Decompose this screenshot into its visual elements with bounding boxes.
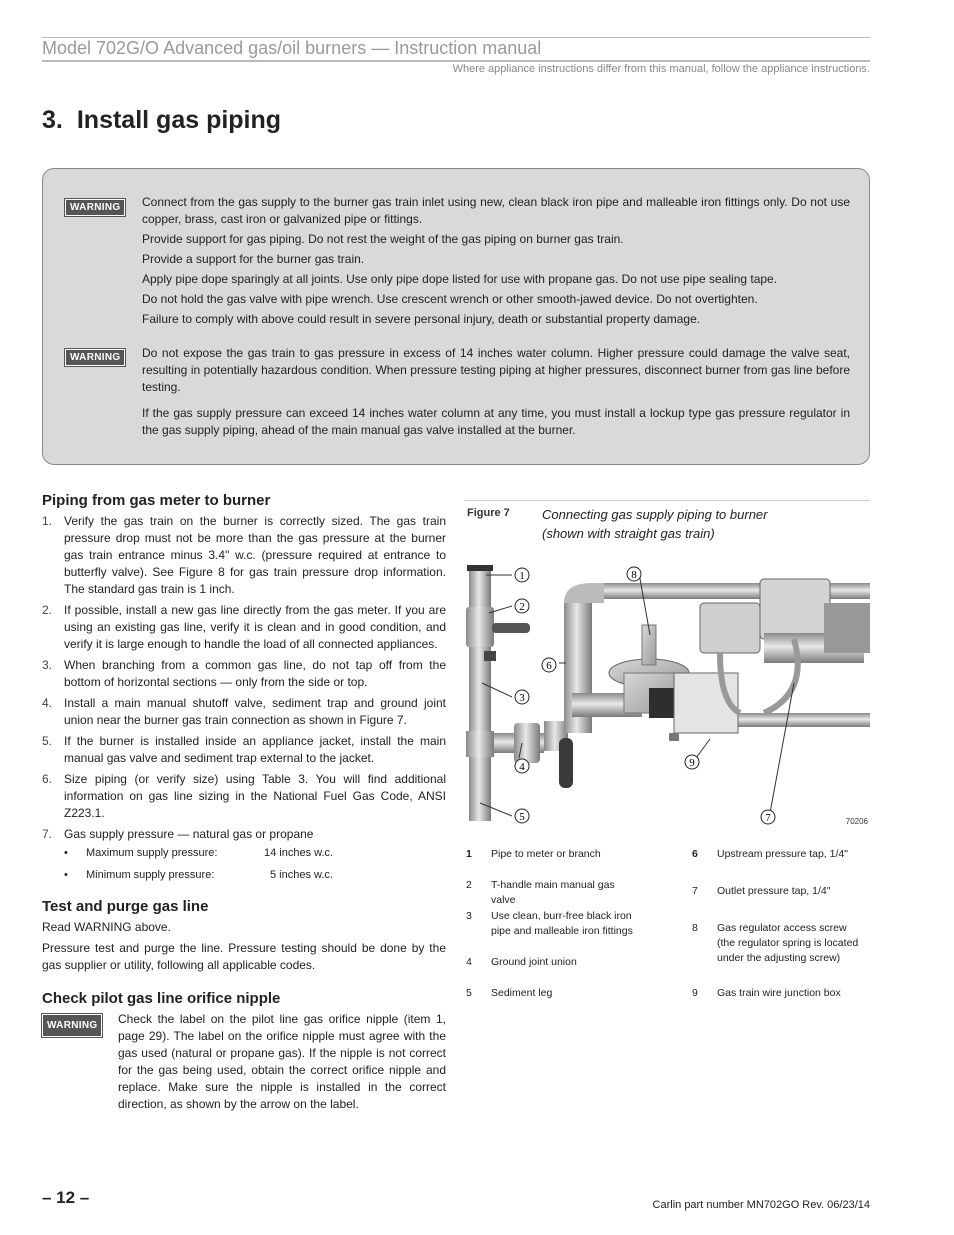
- warning-paragraph: If the gas supply pressure can exceed 14 inches water column at any time, you must install a lockup type gas pressure regulator in the gas supply piping, ahead of the main manual gas valve installed at the burner.: [142, 406, 850, 437]
- warning-paragraph: Failure to comply with above could result in severe personal injury, death or substantial property damage.: [142, 312, 701, 326]
- pilot-block: [42, 1011, 446, 1113]
- pressure-item: • Minimum supply pressure: 5 inches w.c.: [64, 867, 446, 884]
- svg-text:1: 1: [519, 570, 525, 582]
- section-title-text: Install gas piping: [76, 106, 282, 134]
- piping-heading: Piping from gas meter to burner: [42, 492, 271, 509]
- callout-3: [515, 690, 529, 704]
- callout-6: [542, 658, 556, 672]
- gas-valve-1: [700, 603, 760, 653]
- ground-joint-union: [514, 723, 540, 763]
- callout-9: [685, 755, 699, 769]
- svg-text:8: 8: [631, 569, 637, 581]
- section-number: 3.: [42, 106, 63, 134]
- gas-piping-illustration: [464, 563, 870, 829]
- warning-paragraph: Do not hold the gas valve with pipe wrench. Use crescent wrench or other smooth-jawed device. Do not overtighten.: [142, 292, 758, 306]
- callout-4: [515, 759, 529, 773]
- list-item: 3. When branching from a common gas line, do not tap off from the bottom of horizontal sections — only from the side or top.: [42, 658, 446, 689]
- figure-rule: [464, 500, 870, 501]
- warning-paragraph: Do not expose the gas train to gas pressure in excess of 14 inches water column. Higher pressure could damage the valve seat, resulting in potentially hazardous condition. When pressure testing piping at higher pressures, disconnect burner from gas line before testing.: [142, 346, 850, 394]
- figure-caption-line: Connecting gas supply piping to burner: [542, 507, 768, 522]
- figure-caption-line: (shown with straight gas train): [542, 526, 715, 541]
- list-item: 5. If the burner is installed inside an appliance jacket, install the main manual gas valve and sediment trap external to the jacket.: [42, 734, 446, 765]
- lower-pipe: [724, 713, 870, 727]
- warning-block-1: [142, 194, 850, 331]
- warning-paragraph: Connect from the gas supply to the burner gas train inlet using new, clean black iron pipe and malleable iron fittings only. Do not use copper, brass, cast iron or galvanized pipe or fittings.: [142, 195, 850, 226]
- list-item: 2. If possible, install a new gas line directly from the gas meter. If you are using an existing gas line, verify it is clean and in good condition, and verify it is large enough to handle the load of all connected appliances.: [42, 603, 446, 651]
- warning-paragraph: Provide a support for the burner gas train.: [142, 252, 365, 266]
- callout-5: [515, 809, 529, 823]
- svg-text:2: 2: [519, 601, 525, 613]
- pipe-cap: [467, 565, 493, 571]
- left-column: [42, 492, 446, 1117]
- header-rule-bottom: [42, 60, 870, 62]
- header-subtitle: Where appliance instructions differ from this manual, follow the appliance instructions.: [452, 63, 870, 75]
- list-item: 1. Verify the gas train on the burner is correctly sized. The gas train pressure drop must not be more than the gas pressure at the burner gas train entrance minus 3.4" w.c. (pressure required at entrance to butterfly valve). See Figure 8 for gas train pressure drop information. The standard gas train is 1 inch.: [42, 514, 446, 596]
- warning-badge: WARNING: [65, 349, 125, 366]
- piping-steps: [42, 513, 446, 884]
- figure-caption: [542, 505, 842, 543]
- warning-badge: WARNING: [65, 199, 125, 216]
- list-item: 6. Size piping (or verify size) using Table 3. You will find additional information on gas line sizing in the National Fuel Gas Code, ANSI Z223.1.: [42, 772, 446, 820]
- pilot-heading: Check pilot gas line orifice nipple: [42, 990, 281, 1007]
- pressure-list: [64, 845, 446, 884]
- callout-7: [761, 810, 775, 824]
- warning-block-2: [142, 345, 850, 442]
- page-number: – 12 –: [42, 1188, 90, 1207]
- warning-paragraph: Provide support for gas piping. Do not rest the weight of the gas piping on burner gas train.: [142, 232, 624, 246]
- callout-2: [515, 599, 529, 613]
- valve-handle: [559, 738, 573, 788]
- test-purge-p2: Pressure test and purge the line. Pressure testing should be done by the gas supplier or utility, following all applicable codes.: [42, 941, 446, 972]
- callout-1: [515, 568, 529, 582]
- t-handle: [492, 623, 530, 633]
- figure-label: Figure 7: [467, 507, 510, 519]
- svg-text:3: 3: [519, 692, 525, 704]
- supply-pipe: [469, 569, 491, 821]
- svg-text:7: 7: [765, 812, 771, 824]
- pilot-text: Check the label on the pilot line gas orifice nipple (item 1, page 29). The label on the orifice nipple must agree with the gas used (natural or propane gas). If the nipple is not correct for the gas being used, obtain the correct orifice nipple and replace. Make sure the nipple is installed in the correct direction, as shown by the arrow on the label.: [118, 1012, 446, 1111]
- section-title: [42, 106, 281, 135]
- part-number: Carlin part number MN702GO Rev. 06/23/14: [652, 1199, 870, 1211]
- test-purge-heading: Test and purge gas line: [42, 898, 209, 915]
- gas-valve-2: [760, 579, 830, 639]
- warning-paragraph: Apply pipe dope sparingly at all joints. Use only pipe dope listed for use with propane gas. Do not use pipe sealing tape.: [142, 272, 778, 286]
- svg-text:4: 4: [519, 761, 525, 773]
- gas-piping-drawing: [464, 563, 870, 829]
- warning-box: [42, 168, 870, 465]
- list-item: 7. Gas supply pressure — natural gas or propane • Maximum supply pressure: 14 inches w.c. • Minimum supply pressure: 5 inches w.c.: [42, 826, 446, 884]
- svg-text:9: 9: [689, 757, 695, 769]
- warning-badge: WARNING: [42, 1014, 102, 1037]
- list-item: 4. Install a main manual shutoff valve, sediment trap and ground joint union near the burner gas train connection as shown in Figure 7.: [42, 696, 446, 727]
- svg-text:5: 5: [519, 811, 525, 823]
- figure-code: 70206: [845, 817, 868, 826]
- header-title: Model 702G/O Advanced gas/oil burners — Instruction manual: [42, 38, 542, 58]
- tee-fitting: [466, 731, 494, 757]
- test-purge-p1: Read WARNING above.: [42, 920, 171, 934]
- pressure-item: • Maximum supply pressure: 14 inches w.c.: [64, 845, 446, 862]
- callout-8: [627, 567, 641, 581]
- svg-text:6: 6: [546, 660, 552, 672]
